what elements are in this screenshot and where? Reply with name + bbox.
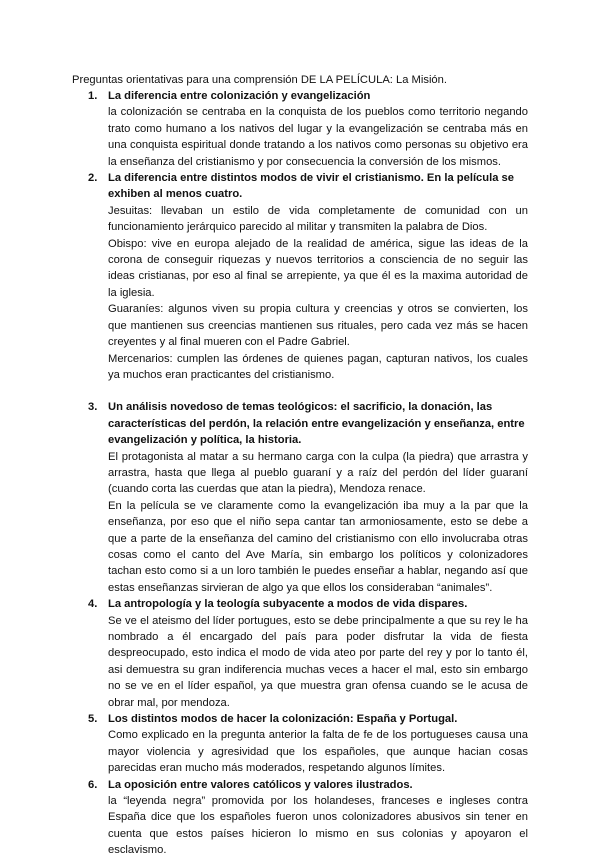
- answer-paragraph: Obispo: vive en europa alejado de la realidad de américa, sigue las ideas de la corona de conseguir riquezas y nuevos territorios a consciencia de no seguir las ideas cristianas, por eso al final se arrepiente, ya que él es la maxima autoridad de la iglesia.: [108, 237, 528, 299]
- answer-paragraph: El protagonista al matar a su hermano carga con la culpa (la piedra) que arrastra y arrastra, hasta que llega al pueblo guaraní y a raíz del perdón del líder guaraní (cuando corta las cuerdas que atan la piedra), Mendoza renace.: [108, 450, 528, 496]
- question-title: La oposición entre valores católicos y valores ilustrados.: [108, 778, 413, 791]
- answer-paragraph: Guaraníes: algunos viven su propia cultura y creencias y otros se convierten, los que mantienen sus creencias mantienen sus rituales, pero cada vez más se hacen creyentes y al final mueren con el Padre Gabriel.: [108, 303, 528, 349]
- question-title: La diferencia entre distintos modos de vivir el cristianismo. En la película se exhiben al menos cuatro.: [108, 172, 514, 201]
- question-item: [72, 399, 528, 596]
- answer-paragraph: Mercenarios: cumplen las órdenes de quienes pagan, capturan nativos, los cuales ya muchos eran practicantes del cristianismo.: [108, 352, 528, 381]
- question-list: [72, 88, 528, 859]
- question-item: [72, 596, 528, 711]
- answer-paragraph: Se ve el ateismo del líder portugues, esto se debe principalmente a que su rey le ha nombrado a él encargado del país para poder disfrutar la vida de fiesta despreocupado, esto indica el modo de vida ateo por parte del rey y por lo tanto él, asi demuestra su gran indiferencia muchas veces a hacer el mal, esto sin embargo no se ve en el líder español, ya que muestra gran ofensa cuando se le acusa de obrar mal, por mendoza.: [108, 614, 528, 709]
- question-number: 1.: [88, 90, 98, 102]
- question-title: La antropología y la teología subyacente a modos de vida dispares.: [108, 598, 468, 611]
- question-item: [72, 711, 528, 777]
- answer-paragraph: En la película se ve claramente como la evangelización iba muy a la par que la enseñanza, por eso que el niño sepa cantar tan armoniosamente, esto se debe a que a parte de la enseñanza del camino del cristianismo con ello involucraba otras cosas como el canto del Ave María, sin embargo los políticos y colonizadores tachan esto como si a un loro también le puedes enseñar a hablar, negando así que estas enseñanzas sirvieran de algo ya que ellos los consideraban “animales”.: [108, 499, 528, 594]
- question-number: 6.: [88, 778, 98, 791]
- question-item: [72, 170, 528, 399]
- answer-paragraph: la “leyenda negra” promovida por los holandeses, franceses e ingleses contra España dice que los españoles fueron unos colonizadores abusivos sin tener en cuenta que estos países hicieron lo mismo en sus colonias y apoyaron el esclavismo.: [108, 795, 528, 857]
- question-title: La diferencia entre colonización y evangelización: [108, 90, 371, 102]
- answer-paragraph: Como explicado en la pregunta anterior la falta de fe de los portugueses causa una mayor violencia y agresividad que los españoles, que aunque hacian cosas parecidas eran mucho más moderados, respetando algunos límites.: [108, 729, 528, 775]
- question-number: 2.: [88, 172, 98, 185]
- question-title: Un análisis novedoso de temas teológicos: el sacrificio, la donación, las características del perdón, la relación entre evangelización y enseñanza, entre evangelización y política, la historia.: [108, 401, 525, 447]
- blank-line: [108, 383, 528, 399]
- question-number: 4.: [88, 598, 98, 611]
- intro-heading: Preguntas orientativas para una comprensión DE LA PELÍCULA: La Misión.: [72, 74, 447, 86]
- question-item: [72, 88, 528, 170]
- question-number: 5.: [88, 713, 98, 726]
- question-number: 3.: [88, 401, 98, 414]
- answer-paragraph: la colonización se centraba en la conquista de los pueblos como territorio negando trato como humano a los nativos del lugar y la evangelización se centraba más en una conquista espiritual donde tratando a los nativos como personas su objetivo era la enseñanza del cristianismo y por consecuencia la conversión de los mismos.: [108, 106, 528, 168]
- question-item: [72, 777, 528, 859]
- answer-paragraph: Jesuitas: llevaban un estilo de vida completamente de comunidad con un funcionamiento jerárquico parecido al militar y transmiten la palabra de Dios.: [108, 204, 528, 234]
- question-title: Los distintos modos de hacer la colonización: España y Portugal.: [108, 713, 458, 726]
